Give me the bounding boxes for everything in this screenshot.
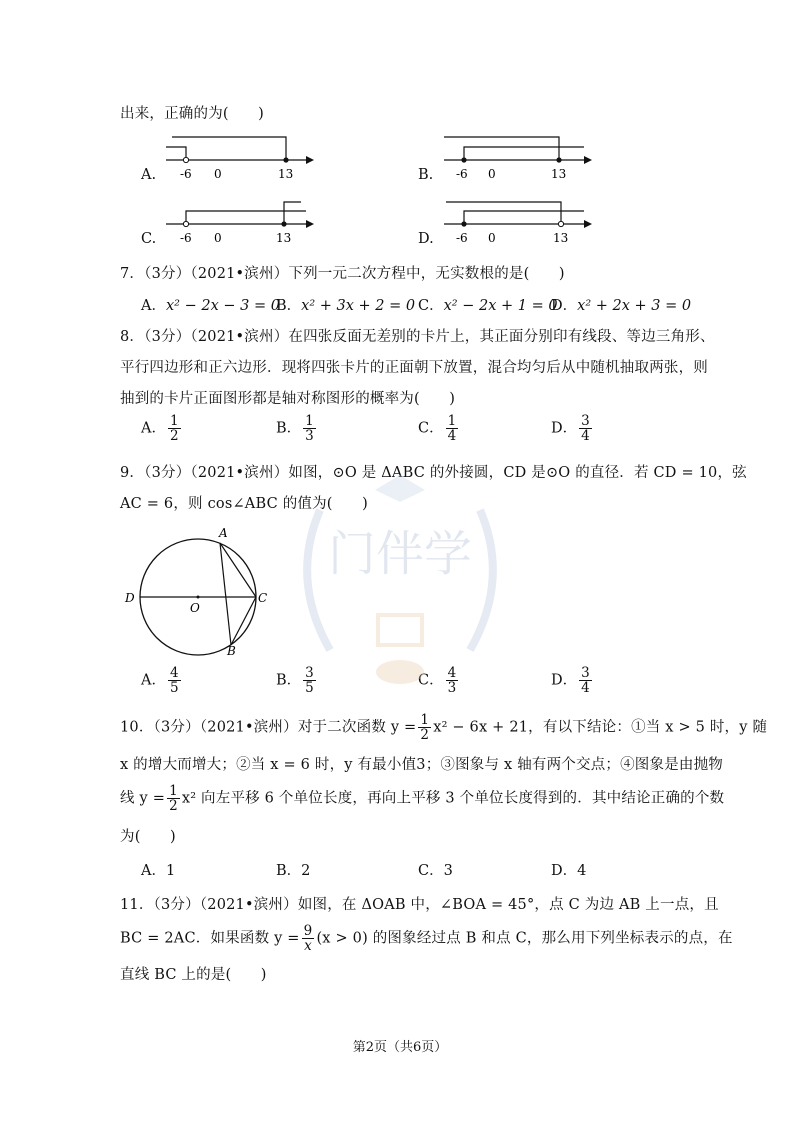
- q9-line2: AC = 6，则 cos∠ABC 的值为( ): [120, 496, 368, 512]
- q10-line1: 10．（3分）（2021•滨州）对于二次函数 y = $\frac{1}{2}$ x² − 6x + 21，有以下结论：①当 x > 5 时，y 随: [120, 712, 768, 744]
- svg-text:13: 13: [553, 231, 569, 245]
- q8-option-c[interactable]: C． $\frac{1}{4}$: [418, 413, 457, 445]
- q9-option-d[interactable]: D． $\frac{3}{4}$: [551, 665, 590, 697]
- svg-text:-6: -6: [456, 231, 468, 245]
- tick-13: 13: [278, 167, 294, 181]
- page-footer: 第2页（共6页）: [352, 1040, 448, 1055]
- point-o-label: O: [190, 601, 200, 615]
- svg-text:0: 0: [488, 167, 496, 181]
- svg-text:0: 0: [214, 231, 222, 245]
- svg-text:13: 13: [276, 231, 292, 245]
- q10-option-a[interactable]: A．1: [141, 863, 176, 879]
- q9-option-c[interactable]: C． $\frac{4}{3}$: [418, 665, 457, 697]
- q6-option-c-label[interactable]: C.: [141, 231, 157, 247]
- q11-line2: BC = 2AC．如果函数 y = $\frac{9}{x}$ (x > 0) 的图象经过点 B 和点 C，那么用下列坐标表示的点，在: [120, 923, 733, 955]
- tick-zero: 0: [214, 167, 222, 181]
- q7-stem: 7．（3分）（2021•滨州）下列一元二次方程中，无实数根的是( ): [120, 266, 565, 282]
- q8-option-a[interactable]: A． $\frac{1}{2}$: [141, 413, 179, 445]
- q10-line2: x 的增大而增大；②当 x = 6 时，y 有最小值3；③图象与 x 轴有两个交点；④图象是由抛物: [120, 757, 723, 773]
- q10-option-c[interactable]: C．3: [418, 863, 453, 879]
- q11-line3: 直线 BC 上的是( ): [120, 967, 267, 983]
- q9-circle-figure: [120, 522, 280, 660]
- q6-stem-tail: 出来，正确的为( ): [120, 106, 265, 122]
- q8-line2: 平行四边形和正六边形．现将四张卡片的正面朝下放置，混合均匀后从中随机抽取两张，则: [120, 360, 708, 376]
- q9-option-a[interactable]: A． $\frac{4}{5}$: [141, 665, 179, 697]
- point-c-label: C: [258, 591, 268, 605]
- point-b-label: B: [227, 644, 236, 658]
- q6-number-line-a: [166, 132, 316, 188]
- q10-option-b[interactable]: B．2: [276, 863, 311, 879]
- q6-number-line-c: [166, 196, 316, 252]
- q10-option-d[interactable]: D．4: [551, 863, 587, 879]
- q8-option-b[interactable]: B． $\frac{1}{3}$: [276, 413, 314, 445]
- q7-option-a[interactable]: A．x² − 2x − 3 = 0: [141, 298, 280, 314]
- q11-line1: 11．（3分）（2021•滨州）如图，在 ΔOAB 中，∠BOA = 45°，点 C 为边 AB 上一点，且: [120, 897, 719, 913]
- svg-text:0: 0: [488, 231, 496, 245]
- q10-line4: 为( ): [120, 829, 176, 845]
- svg-text:13: 13: [551, 167, 567, 181]
- point-a-label: A: [219, 526, 228, 540]
- q6-option-d-label[interactable]: D.: [418, 231, 434, 247]
- q8-line1: 8．（3分）（2021•滨州）在四张反面无差别的卡片上，其正面分别印有线段、等边三角形、: [120, 329, 715, 345]
- point-d-label: D: [125, 591, 135, 605]
- q6-number-line-b: [444, 132, 594, 188]
- q9-option-b[interactable]: B． $\frac{3}{5}$: [276, 665, 314, 697]
- q7-option-b[interactable]: B．x² + 3x + 2 = 0: [276, 298, 416, 314]
- q6-option-b-label[interactable]: B.: [418, 167, 434, 183]
- tick-neg6: -6: [180, 167, 192, 181]
- watermark-text: 门伴学: [327, 526, 473, 582]
- q6-number-line-d: [444, 196, 594, 252]
- q9-line1: 9．（3分）（2021•滨州）如图，⊙O 是 ΔABC 的外接圆，CD 是⊙O 的直径．若 CD = 10，弦: [120, 465, 747, 481]
- svg-text:-6: -6: [456, 167, 468, 181]
- q10-line3: 线 y = $\frac{1}{2}$ x² 向左平移 6 个单位长度，再向上平移 3 个单位长度得到的．其中结论正确的个数: [120, 783, 725, 815]
- q7-option-d[interactable]: D．x² + 2x + 3 = 0: [551, 298, 692, 314]
- q8-line3: 抽到的卡片正面图形都是轴对称图形的概率为( ): [120, 391, 456, 407]
- svg-text:-6: -6: [180, 231, 192, 245]
- q7-option-c[interactable]: C．x² − 2x + 1 = 0: [418, 298, 558, 314]
- q8-option-d[interactable]: D． $\frac{3}{4}$: [551, 413, 590, 445]
- q6-option-a-label[interactable]: A.: [141, 167, 157, 183]
